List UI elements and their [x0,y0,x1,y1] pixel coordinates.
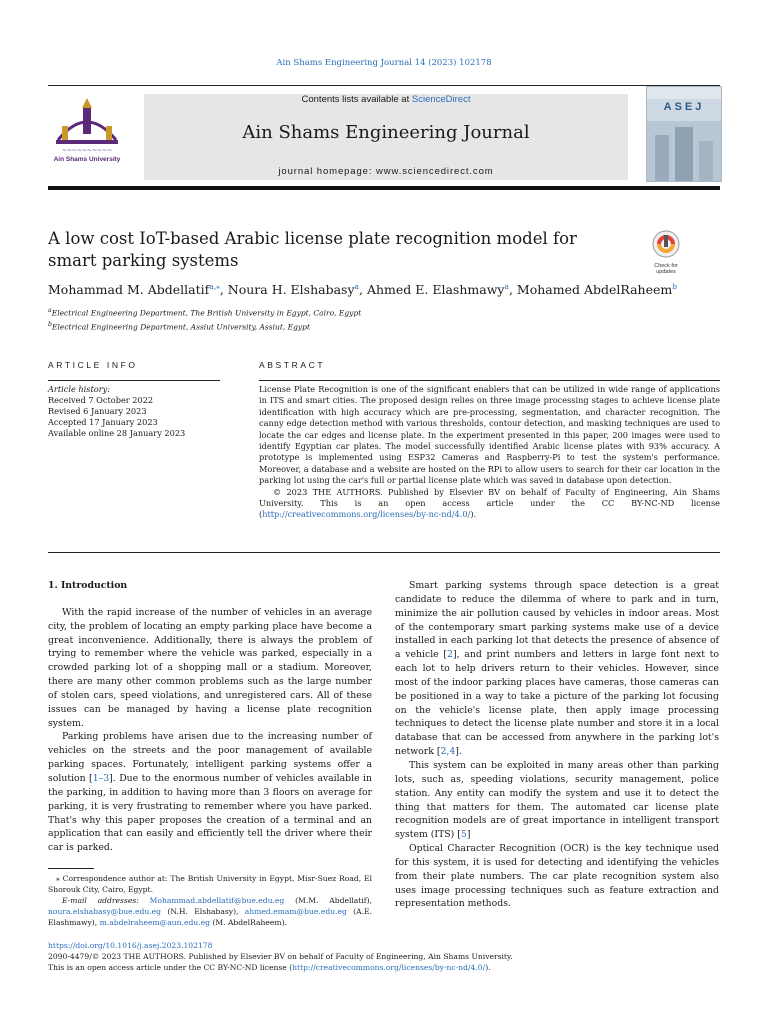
abstract-copyright [259,487,720,521]
citation-link[interactable]: 2 [447,649,453,661]
intro-p3-text-c: ]. [455,746,462,758]
author-name[interactable]: Mohammad M. Abdellatif [48,282,210,298]
logo-caption: Ain Shams University [53,156,121,163]
journal-cover-image[interactable] [646,86,722,182]
intro-p2-text-b: ]. Due to the enormous number of vehicles available in the parking, in addition to having more than 3 floors on average for parking, it is very frustrating to remember where you have parked. That's why this paper proposes the creation of a terminal and an application that can easily and efficiently tell the driver where their car is parked. [48,772,372,854]
body-column-right [395,579,719,911]
affiliations [48,305,648,332]
abstract-heading: ABSTRACT [259,360,326,370]
check-updates-icon [649,229,683,259]
article-info-heading: ARTICLE INFO [48,360,138,370]
university-logo [48,94,126,164]
citation-link[interactable]: 5 [460,829,467,841]
oa-prefix: This is an open access article under the CC BY-NC-ND license ( [48,963,293,972]
author-name[interactable]: Mohamed AbdelRaheem [516,282,673,298]
journal-citation[interactable]: Ain Shams Engineering Journal 14 (2023) 102178 [276,58,492,68]
intro-p4-text-a: This system can be exploited in many areas other than parking lots, such as, speeding violations, security management, police station. Any entity can modify the system and use it to detect the thing that matters for them. The automated car license plate recognition models are of great importance in intelligent transport system (ITS) [ [395,759,719,841]
intro-paragraph-1: With the rapid increase of the number of vehicles in an average city, the problem of locating an empty parking place have become a great inconvenience. Additionally, there is always the problem of trying to remember where the vehicle was parked, especially in a crowded parking lot of a shopping mall or a stadium. Moreover, there are many other common problems such as the large number of stolen cars, speed violations, and unregistered cars. All of these issues can be managed by having a license plate recognition system. [48,606,372,729]
header-thick-rule [48,186,720,190]
email-owner: (M. AbdelRaheem). [209,918,287,927]
email-link[interactable]: Mohammad.abdellatif@bue.edu.eg [149,896,285,905]
history-online: Available online 28 January 2023 [48,428,186,438]
intro-p2-text-a: Parking problems have arisen due to the increasing number of vehicles on the streets and the poor management of available parking spaces. Fortunately, intelligent parking systems offer a solution [ [48,731,372,784]
article-title: A low cost IoT-based Arabic license plate recognition model for smart parking systems [48,229,577,270]
intro-paragraph-4 [395,759,719,842]
author-affiliation-mark[interactable]: b [672,282,678,291]
citation-link[interactable]: 2,4 [440,746,456,758]
oa-suffix: ). [485,963,491,972]
body-rule [48,552,720,553]
journal-banner [144,94,628,180]
contents-prefix: Contents lists available at [301,94,412,105]
article-history [48,384,228,439]
abstract-copyright-text: © 2023 THE AUTHORS. Published by Elsevier BV on behalf of Faculty of Engineering, Ain Shams University. This is an open access article under the CC BY-NC-ND license ( [259,486,720,520]
section-heading-introduction: 1. Introduction [48,580,128,591]
author-separator: , [508,282,517,298]
history-received: Received 7 October 2022 [48,395,154,405]
author-name[interactable]: Ahmed E. Elashmawy [366,282,505,298]
author-affiliation-mark[interactable]: a [354,282,360,291]
check-for-updates-badge[interactable] [647,229,685,275]
abstract [259,384,720,521]
intro-p3-text-a: Smart parking systems through space detection is a great candidate to reduce the dilemma of where to park and in turn, minimize the air pollution caused by vehicles in indoor areas. Most of the contemporary smart parking systems make use of a device installed in each parking lot that detects the presence of absence of a vehicle [ [395,580,719,661]
author-name[interactable]: Noura H. Elshabasy [227,282,355,298]
email-link[interactable]: m.abdelraheem@aun.edu.eg [99,918,210,927]
journal-title: Ain Shams Engineering Journal [242,122,530,143]
affiliation-a-mark: a [48,307,52,314]
footnote-rule [48,868,94,869]
open-access-line [48,962,720,973]
citation-link[interactable]: 1–3 [92,772,110,784]
intro-p4-text-b: ] [466,829,471,841]
author-affiliation-mark[interactable]: a,⁎ [209,282,220,291]
history-revised: Revised 6 January 2023 [48,406,147,416]
check-updates-label: Check for updates [654,263,678,275]
history-accepted: Accepted 17 January 2023 [48,417,158,427]
svg-text:~~~~~~~~~~: ~~~~~~~~~~ [61,147,113,154]
intro-paragraph-5: Optical Character Recognition (OCR) is the key technique used for this system, it is used for detecting and identifying the vehicles from their plate numbers. The car plate recognition system also uses image processing techniques such as feature extraction and representation methods. [395,843,719,910]
intro-paragraph-2 [48,730,372,855]
contents-line [144,94,628,105]
abstract-text: License Plate Recognition is one of the significant enablers that can be utilized in wide range of applications in ITS and smart cities. The proposed design relies on three image processing stages to achieve license plate identification with high accuracy which are pre-processing, segmentation, and character recognition. The canny edge detection method with various thresholds, contour detection, and masking techniques are used to locate the car edges and license plate. In the experiment presented in this paper, 200 images were used to identify Egyptian car plates. The model successfully identified Arabic license plates with 93% accuracy. A prototype is implemented using ESP32 Cameras and Raspberry-Pi to test the system's performance. Moreover, a database and a website are hosted on the RPi to allow users to search for their car location in the parking lot using the car's full or partial license plate which was saved in database upon detection. [259,384,720,486]
email-link[interactable]: noura.elshabasy@bue.edu.eg [48,907,162,916]
history-label: Article history: [48,384,110,394]
email-owner: (M.M. Abdellatif), [284,896,372,905]
issn-line: 2090-4479/© 2023 THE AUTHORS. Published by Elsevier BV on behalf of Faculty of Engineering, Ain Shams University. [48,952,513,961]
abstract-license-link[interactable]: http://creativecommons.org/licenses/by-nc-nd/4.0/ [262,509,471,520]
correspondence-note: ⁎ Correspondence author at: The British University in Egypt, Misr-Suez Road, El Shorouk City, Cairo, Egypt. [48,874,372,894]
footnotes [48,873,372,928]
author-separator: , [359,282,367,298]
abstract-copyright-end: ). [470,509,477,520]
email-owner: (N.H. Elshabasy), [161,907,245,916]
affiliation-a-text: Electrical Engineering Department, The British University in Egypt, Cairo, Egypt [51,308,362,318]
affiliation-b [48,319,648,333]
page-footer [48,940,720,973]
abstract-rule [259,380,720,381]
email-label: E-mail addresses: [62,896,139,905]
journal-header [48,84,720,184]
email-addresses [48,895,372,928]
intro-p3-text-b: ], and print numbers and letters in large font next to each lot to help drivers return to their vehicles. However, since most of the indoor parking places have cameras, those cameras can be positioned in a way to take a picture of the parking lot focusing on the vehicle's license plate, then apply image processing techniques to detect the license plate number and store it in a local database that can be accessed from anywhere in the parking lot's network [ [395,649,719,758]
affiliation-a [48,305,648,319]
sciencedirect-link[interactable]: ScienceDirect [411,94,471,105]
body-column-left [48,579,372,855]
author-separator: , [219,282,228,298]
doi-link[interactable]: https://doi.org/10.1016/j.asej.2023.102178 [48,941,213,950]
footer-license-link[interactable]: http://creativecommons.org/licenses/by-nc-nd/4.0/ [292,963,486,972]
email-link[interactable]: ahmed.emam@bue.edu.eg [244,907,347,916]
article-info-rule [48,380,220,381]
affiliation-b-mark: b [48,320,53,328]
cover-label: ASEJ [663,101,705,113]
journal-homepage[interactable]: journal homepage: www.sciencedirect.com [278,166,494,177]
affiliation-b-text: Electrical Engineering Department, Assiut University, Assiut, Egypt [52,322,310,331]
intro-paragraph-3 [395,579,719,759]
email-owner: (A.E. Elashmawy), [48,907,372,927]
author-affiliation-mark[interactable]: a [504,282,509,291]
author-list [48,282,728,297]
